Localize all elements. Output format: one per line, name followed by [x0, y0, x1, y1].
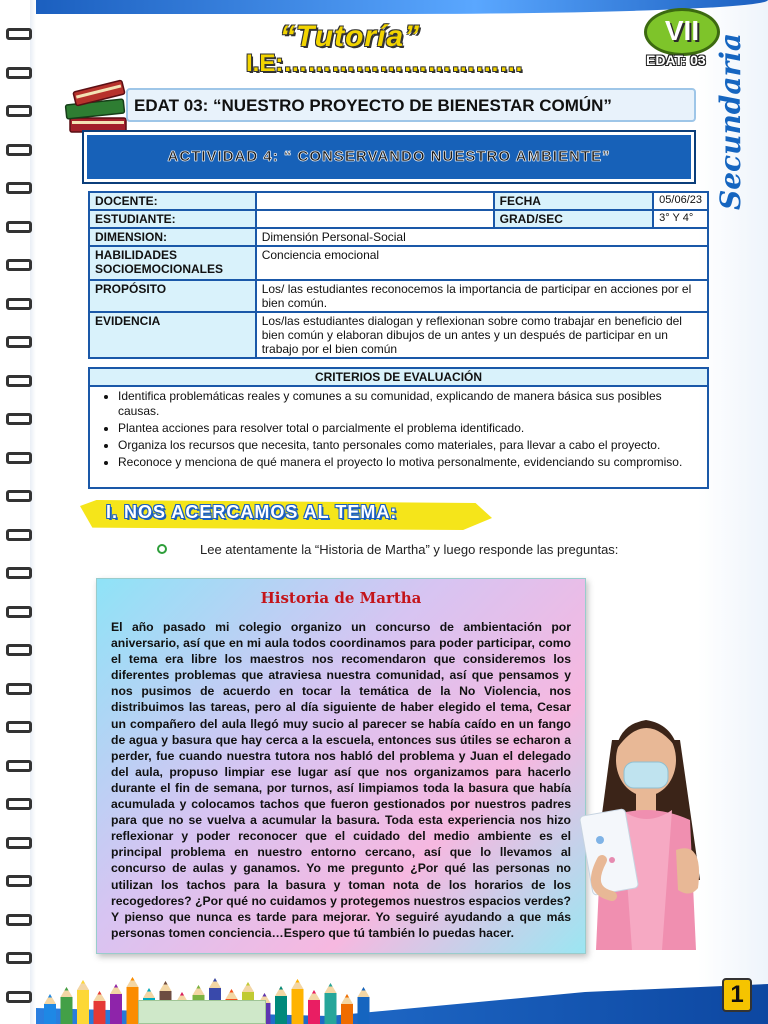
spiral-ring	[6, 298, 32, 310]
estudiante-label: ESTUDIANTE:	[89, 210, 256, 228]
spiral-ring	[6, 182, 32, 194]
list-item: • Organiza los recursos que necesita, tanto personales como materiales, para llevar a cabo el proyecto.	[118, 438, 697, 453]
pencil	[127, 977, 139, 1024]
circle-bullet-icon	[157, 544, 167, 554]
dimension-value: Dimensión Personal-Social	[256, 228, 708, 246]
habilidades-label: HABILIDADES SOCIOEMOCIONALES	[89, 246, 256, 280]
grad-value: 3° Y 4°	[653, 210, 708, 228]
story-title: Historia de Martha	[260, 589, 422, 607]
grade-badge: VII	[644, 8, 720, 56]
dimension-label: DIMENSION:	[89, 228, 256, 246]
fecha-value: 05/06/23	[653, 192, 708, 210]
spiral-ring	[6, 837, 32, 849]
activity-banner	[82, 130, 696, 184]
instruction-text: Lee atentamente la “Historia de Martha” y luego responde las preguntas:	[200, 542, 619, 557]
edat-title: EDAT 03: “NUESTRO PROYECTO DE BIENESTAR COMÚN”	[126, 88, 696, 122]
table-row	[89, 280, 708, 312]
table-row	[89, 312, 708, 358]
list-item: • Reconoce y menciona de qué manera el proyecto lo motiva personalmente, evidenciando su compromiso.	[118, 455, 697, 470]
student-girl-illustration	[572, 700, 722, 960]
table-row	[89, 210, 708, 228]
evidencia-value: Los/las estudiantes dialogan y reflexionan sobre como trabajar en beneficio del bien común y elaboran dibujos de un antes y un después de participar en un trabajo por el bien común	[256, 312, 708, 358]
edat-badge: EDAT: 03	[646, 52, 706, 68]
spiral-ring	[6, 452, 32, 464]
pencil	[308, 990, 320, 1024]
habilidades-value: Conciencia emocional	[256, 246, 708, 280]
list-item: • Plantea acciones para resolver total o parcialmente el problema identificado.	[118, 421, 697, 436]
info-table	[88, 191, 709, 359]
pencil	[325, 983, 337, 1024]
spiral-ring	[6, 875, 32, 887]
green-card	[138, 1000, 266, 1024]
spiral-ring	[6, 798, 32, 810]
spiral-ring	[6, 567, 32, 579]
tutoria-heading: “Tutoría”	[280, 20, 421, 53]
pencil	[341, 994, 353, 1024]
docente-field[interactable]	[256, 192, 494, 210]
page-number: 1	[722, 978, 752, 1012]
pencil	[358, 987, 370, 1024]
spiral-ring	[6, 991, 32, 1003]
spiral-ring	[6, 67, 32, 79]
institution-line: I.E:…………………………	[246, 50, 524, 77]
pencil	[94, 991, 106, 1024]
spiral-ring	[6, 721, 32, 733]
table-row	[89, 192, 708, 210]
pencil	[44, 994, 56, 1024]
list-item: • Identifica problemáticas reales y comunes a su comunidad, explicando de manera básica sus posibles causas.	[118, 389, 697, 419]
spiral-ring	[6, 952, 32, 964]
spiral-ring	[6, 144, 32, 156]
pencil	[110, 984, 122, 1024]
table-row	[89, 246, 708, 280]
spiral-ring	[6, 413, 32, 425]
section-title: I. NOS ACERCAMOS AL TEMA:	[106, 502, 398, 522]
pencil	[77, 980, 89, 1024]
table-row	[89, 228, 708, 246]
fecha-label: FECHA	[494, 192, 654, 210]
criteria-header: CRITERIOS DE EVALUACIÓN	[90, 369, 707, 387]
proposito-label: PROPÓSITO	[89, 280, 256, 312]
spiral-ring	[6, 336, 32, 348]
activity-title: ACTIVIDAD 4: “ CONSERVANDO NUESTRO AMBIENTE”	[167, 148, 611, 165]
notebook-spiral	[0, 0, 36, 1024]
spiral-ring	[6, 760, 32, 772]
estudiante-field[interactable]	[256, 210, 494, 228]
spiral-ring	[6, 28, 32, 40]
pencil	[292, 979, 304, 1024]
spiral-ring	[6, 914, 32, 926]
pencil	[61, 987, 73, 1024]
spiral-ring	[6, 683, 32, 695]
docente-label: DOCENTE:	[89, 192, 256, 210]
grad-label: GRAD/SEC	[494, 210, 654, 228]
criteria-list	[90, 387, 707, 470]
evidencia-label: EVIDENCIA	[89, 312, 256, 358]
spiral-ring	[6, 606, 32, 618]
spiral-ring	[6, 259, 32, 271]
spiral-ring	[6, 644, 32, 656]
pencil	[275, 986, 287, 1024]
story-text: El año pasado mi colegio organizo un concurso de ambientación por aniversario, así que en mi aula todos coordinamos para poder participar, como el tema era libre los maestros nos recomendaron que consideremos los diferentes problemas que atraviesa nuestra comunidad, así que pensamos y nos pusimos de acuerdo en tocar la temática de la No Violencia, nos distribuimos las tareas, pero al día siguiente de haber elegido el tema, Cesar un compañero del aula llegó muy sucio al parecer se había caído en un fango de agua y basura que hay cerca a la escuela, entonces sus útiles se echaron a perder, fue cuando nuestra tutora nos habló del problema y Juan el delegado del aula, propuso limpiar ese lugar así que nos organizamos para hacerlo durante el fin de semana, por turnos, así limpiamos toda la basura que había acumulada y colocamos tachos que fueron gestionados por nuestros padres para que no se vuelva a acumular la basura. Toda esta experiencia nos hizo reflexionar y poder reconocer que el cuidado del medio ambiente es el principal problema en nuestro entorno cercano, así que lo llevamos al concurso de aulas y ganamos. Yo me pregunto ¿Por qué las personas no utilizan los tachos para la basura y toman nota de los horarios de los recogedores? ¿Por qué no cuidamos y protegemos nuestros espacios verdes? Y pienso que nunca es tarde para mejorar. Yo seguiré ayudando a que más personas tomen conciencia…Espero que tú también lo puedas hacer.	[111, 620, 571, 940]
spiral-ring	[6, 490, 32, 502]
criteria-box	[88, 367, 709, 489]
secundaria-label: Secundaria	[714, 32, 747, 210]
spiral-ring	[6, 529, 32, 541]
story-box	[96, 578, 586, 954]
proposito-value: Los/ las estudiantes reconocemos la importancia de participar en acciones por el bien común.	[256, 280, 708, 312]
spiral-ring	[6, 105, 32, 117]
spiral-ring	[6, 375, 32, 387]
spiral-ring	[6, 221, 32, 233]
